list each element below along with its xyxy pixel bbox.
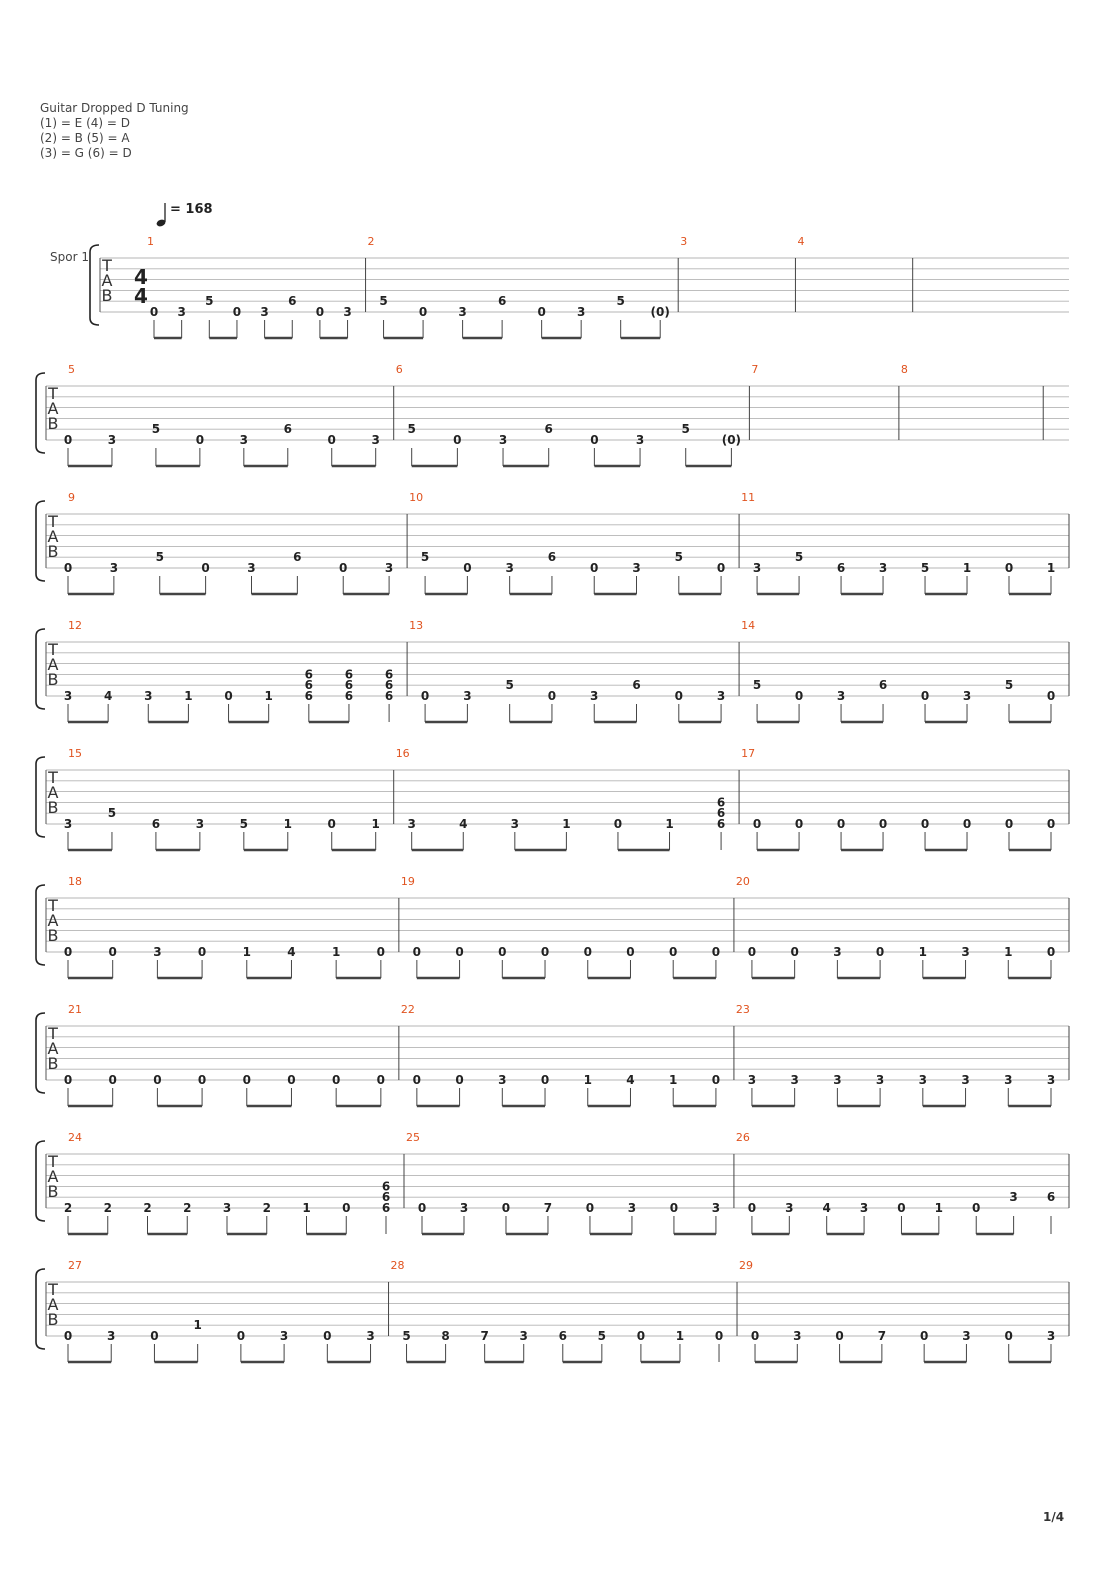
system-bracket	[36, 629, 45, 709]
measure-number: 17	[741, 747, 756, 760]
fret-number: 6	[384, 689, 394, 703]
fret-number: 6	[304, 667, 314, 682]
fret-number: 0	[836, 817, 846, 831]
fret-number: 3	[144, 689, 153, 703]
fret-number: 6	[878, 678, 888, 693]
fret-number: 5	[674, 550, 683, 565]
fret-number: 3	[107, 433, 117, 447]
fret-number: 6	[304, 689, 314, 703]
fret-number: 6	[381, 1201, 391, 1215]
fret-number: 6	[381, 1179, 391, 1194]
tuning-line: (2) = B (5) = A	[40, 131, 130, 145]
fret-number: 5	[205, 294, 214, 309]
fret-number: 0	[342, 1201, 351, 1215]
fret-number: 6	[716, 806, 726, 821]
system-bracket	[36, 1269, 45, 1349]
measure-number: 16	[395, 747, 410, 760]
tab-clef-letter: B	[101, 286, 113, 305]
fret-number: 0	[962, 817, 972, 831]
fret-number: 3	[961, 1073, 970, 1087]
tab-clef-letter: A	[47, 911, 59, 930]
fret-number: 5	[155, 550, 164, 565]
fret-number: 1	[1004, 945, 1013, 959]
fret-number: 3	[635, 433, 645, 447]
fret-number: 0	[547, 689, 557, 703]
fret-number: 6	[632, 678, 641, 693]
tab-clef-letter: A	[47, 399, 59, 418]
fret-number: 0	[63, 1329, 73, 1343]
fret-number: 6	[544, 422, 553, 437]
fret-number: 3	[918, 1073, 928, 1087]
fret-number: 3	[962, 1329, 971, 1343]
fret-number: 5	[920, 561, 930, 575]
fret-number: 0	[339, 561, 348, 575]
tab-clef-letter: B	[47, 670, 59, 689]
fret-number: 6	[344, 678, 354, 693]
fret-number: 3	[632, 561, 641, 575]
fret-number: 0	[590, 561, 599, 575]
fret-number: 1	[1046, 561, 1056, 575]
fret-number: 0	[224, 689, 233, 703]
fret-number: 3	[505, 561, 514, 575]
fret-number: 0	[236, 1329, 246, 1343]
fret-number: 0	[197, 945, 207, 959]
fret-number: 0	[920, 689, 930, 703]
tab-clef-letter: A	[47, 1039, 59, 1058]
fret-number: 3	[833, 945, 842, 959]
fret-number: 5	[752, 678, 762, 693]
fret-number: 6	[497, 294, 507, 309]
fret-number: 0	[790, 945, 799, 959]
tuning-line: (3) = G (6) = D	[40, 146, 132, 160]
fret-number: 3	[833, 1073, 842, 1087]
fret-number: 1	[264, 689, 273, 703]
fret-number: 6	[344, 667, 354, 682]
fret-number: 1	[193, 1318, 202, 1333]
fret-number: 3	[63, 689, 73, 703]
fret-number: 5	[597, 1329, 607, 1343]
fret-number: 3	[109, 561, 119, 575]
fret-number: 0	[417, 1201, 427, 1215]
fret-number: 6	[381, 1190, 391, 1205]
fret-number: 1	[242, 945, 251, 959]
fret-number: 1	[962, 561, 972, 575]
tab-clef-letter: T	[48, 512, 58, 531]
measure-number: 12	[68, 619, 82, 632]
fret-number: 3	[785, 1201, 794, 1215]
measure-number: 4	[797, 235, 805, 248]
fret-number: 1	[302, 1201, 311, 1215]
fret-number: 0	[501, 1201, 511, 1215]
fret-number: 0	[752, 817, 762, 831]
tempo-value: = 168	[170, 202, 213, 217]
measure-number: 7	[751, 363, 759, 376]
fret-number: 2	[183, 1201, 192, 1215]
fret-number: 6	[558, 1329, 567, 1343]
fret-number: 0	[716, 561, 726, 575]
fret-number: 0	[626, 945, 635, 959]
fret-number: 0	[1004, 1329, 1013, 1343]
fret-number: 5	[402, 1329, 411, 1343]
fret-number: 3	[711, 1201, 721, 1215]
fret-number: 3	[510, 817, 520, 831]
fret-number: 1	[283, 817, 292, 831]
fret-number: 3	[961, 945, 970, 959]
fret-number: 0	[63, 1073, 73, 1087]
fret-number: 3	[371, 433, 380, 447]
tab-clef-letter: T	[48, 1024, 58, 1043]
fret-number: 0	[412, 1073, 422, 1087]
fret-number: 3	[222, 1201, 232, 1215]
fret-number: 3	[519, 1329, 528, 1343]
fret-number: 0	[920, 817, 930, 831]
fret-number: 0	[150, 1329, 159, 1343]
system-bracket	[36, 501, 45, 581]
fret-number: 0	[315, 305, 325, 319]
measure-number: 9	[68, 491, 75, 504]
fret-number: 3	[859, 1201, 869, 1215]
fret-number: 4	[626, 1073, 635, 1087]
system-bracket	[36, 373, 45, 453]
fret-number: 6	[293, 550, 302, 565]
fret-number: 2	[63, 1201, 73, 1215]
tab-clef-letter: B	[47, 542, 59, 561]
fret-number: 0	[453, 433, 462, 447]
measure-number: 2	[367, 235, 375, 248]
fret-number: 0	[1046, 945, 1056, 959]
fret-number: 3	[458, 305, 467, 319]
measure-number: 29	[739, 1259, 754, 1272]
tuning-line: (1) = E (4) = D	[40, 116, 130, 130]
fret-number: 0	[636, 1329, 646, 1343]
tab-clef-letter: A	[47, 783, 59, 802]
tab-clef-letter: T	[102, 256, 112, 275]
fret-number: 0	[919, 1329, 929, 1343]
fret-number: 1	[918, 945, 928, 959]
tab-clef-letter: T	[48, 640, 58, 659]
fret-number: 0	[585, 1201, 595, 1215]
fret-number: 0	[1046, 689, 1056, 703]
page-number: 1/4	[1043, 1510, 1065, 1524]
fret-number: (0)	[650, 305, 670, 319]
fret-number: 5	[1004, 678, 1014, 693]
fret-number: 6	[288, 294, 297, 309]
fret-number: 3	[63, 817, 73, 831]
tab-clef-letter: T	[48, 1152, 58, 1171]
measure-number: 10	[409, 491, 424, 504]
fret-number: 3	[962, 689, 972, 703]
fret-number: 3	[407, 817, 416, 831]
measure-number: 28	[390, 1259, 405, 1272]
fret-number: 0	[418, 305, 428, 319]
fret-number: 3	[107, 1329, 116, 1343]
fret-number: 4	[459, 817, 468, 831]
fret-number: 0	[878, 817, 888, 831]
measure-number: 5	[68, 363, 75, 376]
fret-number: 3	[459, 1201, 469, 1215]
fret-number: 0	[972, 1201, 981, 1215]
measure-number: 25	[406, 1131, 421, 1144]
fret-number: 0	[613, 817, 623, 831]
fret-number: 0	[835, 1329, 844, 1343]
measure-number: 8	[900, 363, 908, 376]
tab-clef-letter: B	[47, 1310, 59, 1329]
fret-number: 3	[239, 433, 249, 447]
fret-number: 0	[242, 1073, 251, 1087]
fret-number: 0	[455, 1073, 464, 1087]
measure-number: 14	[741, 619, 756, 632]
fret-number: 7	[543, 1201, 553, 1215]
fret-number: 3	[747, 1073, 757, 1087]
tab-clef-letter: T	[48, 1280, 58, 1299]
fret-number: 1	[184, 689, 193, 703]
fret-number: 3	[1046, 1073, 1056, 1087]
fret-number: 0	[747, 945, 757, 959]
fret-number: 5	[616, 294, 625, 309]
fret-number: 5	[681, 422, 690, 437]
fret-number: 0	[1004, 561, 1014, 575]
fret-number: 4	[822, 1201, 831, 1215]
measure-number: 11	[741, 491, 756, 504]
fret-number: 0	[108, 1073, 117, 1087]
fret-number: 1	[669, 1073, 678, 1087]
fret-number: (0)	[721, 433, 742, 447]
tab-clef-letter: B	[47, 798, 59, 817]
fret-number: 6	[836, 561, 846, 575]
fret-number: 3	[1046, 1329, 1056, 1343]
fret-number: 0	[540, 945, 550, 959]
fret-number: 3	[279, 1329, 289, 1343]
tab-clef-letter: T	[48, 768, 58, 787]
fret-number: 0	[711, 1073, 721, 1087]
fret-number: 5	[379, 294, 388, 309]
fret-number: 4	[287, 945, 296, 959]
fret-number: 0	[197, 1073, 207, 1087]
measure-number: 27	[68, 1259, 82, 1272]
system-bracket	[36, 885, 45, 965]
fret-number: 3	[576, 305, 586, 319]
fret-number: 8	[441, 1329, 450, 1343]
fret-number: 0	[63, 561, 73, 575]
fret-number: 0	[327, 433, 336, 447]
tab-clef-letter: B	[47, 926, 59, 945]
tab-clef-letter: A	[101, 271, 113, 290]
fret-number: 3	[343, 305, 352, 319]
fret-number: 0	[747, 1201, 757, 1215]
fret-number: 6	[547, 550, 557, 565]
fret-number: 6	[1046, 1190, 1056, 1205]
fret-number: 6	[151, 817, 161, 831]
fret-number: 3	[590, 689, 599, 703]
fret-number: 6	[304, 678, 314, 693]
fret-number: 0	[63, 433, 73, 447]
fret-number: 0	[455, 945, 464, 959]
fret-number: 3	[1004, 1073, 1013, 1087]
fret-number: 5	[407, 422, 416, 437]
fret-number: 0	[590, 433, 599, 447]
fret-number: 3	[836, 689, 846, 703]
fret-number: 5	[151, 422, 161, 437]
fret-number: 3	[195, 817, 205, 831]
fret-number: 0	[750, 1329, 760, 1343]
fret-number: 7	[480, 1329, 489, 1343]
fret-number: 5	[107, 806, 117, 821]
measure-number: 24	[68, 1131, 82, 1144]
system-bracket	[36, 1141, 45, 1221]
fret-number: 1	[934, 1201, 944, 1215]
system-bracket	[36, 1013, 45, 1093]
tab-clef-letter: A	[47, 1167, 59, 1186]
fret-number: 6	[716, 817, 726, 831]
fret-number: 3	[498, 433, 508, 447]
instrument-title: Guitar Dropped D Tuning	[40, 101, 189, 115]
measure-number: 1	[147, 235, 154, 248]
fret-number: 0	[711, 945, 721, 959]
fret-number: 0	[875, 945, 885, 959]
measure-number: 18	[68, 875, 82, 888]
fret-number: 0	[714, 1329, 724, 1343]
fret-number: 0	[149, 305, 159, 319]
fret-number: 1	[331, 945, 341, 959]
fret-number: 0	[583, 945, 592, 959]
fret-number: 3	[793, 1329, 802, 1343]
fret-number: 6	[384, 678, 394, 693]
tab-clef-letter: B	[47, 1054, 59, 1073]
fret-number: 0	[463, 561, 472, 575]
fret-number: 0	[108, 945, 117, 959]
fret-number: 0	[1046, 817, 1056, 831]
fret-number: 0	[540, 1073, 550, 1087]
tab-clef-letter: A	[47, 655, 59, 674]
fret-number: 3	[1009, 1190, 1018, 1205]
fret-number: 0	[412, 945, 422, 959]
fret-number: 0	[327, 817, 336, 831]
fret-number: 2	[143, 1201, 152, 1215]
fret-number: 0	[331, 1073, 341, 1087]
fret-number: 6	[384, 667, 394, 682]
time-signature-numerator: 4	[134, 265, 148, 289]
fret-number: 5	[794, 550, 804, 565]
fret-number: 3	[366, 1329, 375, 1343]
fret-number: 0	[195, 433, 205, 447]
tab-clef-letter: B	[47, 1182, 59, 1201]
measure-number: 6	[395, 363, 403, 376]
fret-number: 0	[63, 945, 73, 959]
system-bracket	[36, 757, 45, 837]
time-signature-denominator: 4	[134, 284, 148, 308]
tab-clef-letter: B	[47, 414, 59, 433]
tab-clef-letter: A	[47, 1295, 59, 1314]
fret-number: 0	[376, 1073, 386, 1087]
fret-number: 0	[897, 1201, 906, 1215]
measure-number: 23	[735, 1003, 750, 1016]
fret-number: 7	[877, 1329, 887, 1343]
fret-number: 3	[153, 945, 162, 959]
fret-number: 3	[384, 561, 394, 575]
fret-number: 1	[371, 817, 380, 831]
fret-number: 0	[537, 305, 546, 319]
fret-number: 3	[260, 305, 269, 319]
fret-number: 0	[153, 1073, 162, 1087]
fret-number: 0	[498, 945, 507, 959]
fret-number: 0	[794, 817, 804, 831]
tab-clef-letter: T	[48, 384, 58, 403]
fret-number: 3	[177, 305, 186, 319]
fret-number: 2	[262, 1201, 271, 1215]
fret-number: 1	[583, 1073, 592, 1087]
fret-number: 0	[1004, 817, 1014, 831]
fret-number: 1	[562, 817, 571, 831]
fret-number: 3	[875, 1073, 885, 1087]
measure-number: 15	[68, 747, 82, 760]
fret-number: 3	[463, 689, 472, 703]
measure-number: 19	[400, 875, 415, 888]
fret-number: 3	[716, 689, 726, 703]
measure-number: 26	[735, 1131, 750, 1144]
fret-number: 6	[344, 689, 354, 703]
fret-number: 0	[420, 689, 430, 703]
measure-number: 21	[68, 1003, 82, 1016]
measure-number: 13	[409, 619, 424, 632]
measure-number: 3	[680, 235, 688, 248]
track-name: Spor 1	[50, 250, 89, 264]
system-bracket	[90, 245, 99, 325]
fret-number: 5	[239, 817, 249, 831]
fret-number: 0	[669, 1201, 679, 1215]
fret-number: 3	[790, 1073, 799, 1087]
fret-number: 0	[376, 945, 386, 959]
fret-number: 0	[794, 689, 804, 703]
fret-number: 2	[103, 1201, 112, 1215]
fret-number: 0	[323, 1329, 332, 1343]
fret-number: 3	[627, 1201, 637, 1215]
fret-number: 0	[232, 305, 242, 319]
tab-clef-letter: T	[48, 896, 58, 915]
fret-number: 5	[505, 678, 514, 693]
fret-number: 3	[498, 1073, 507, 1087]
fret-number: 0	[201, 561, 210, 575]
fret-number: 1	[675, 1329, 685, 1343]
fret-number: 4	[103, 689, 113, 703]
fret-number: 1	[665, 817, 674, 831]
fret-number: 0	[674, 689, 683, 703]
measure-number: 22	[400, 1003, 415, 1016]
fret-number: 6	[283, 422, 292, 437]
fret-number: 3	[247, 561, 256, 575]
fret-number: 0	[287, 1073, 296, 1087]
fret-number: 0	[669, 945, 678, 959]
tab-clef-letter: A	[47, 527, 59, 546]
fret-number: 3	[878, 561, 888, 575]
measure-number: 20	[735, 875, 750, 888]
fret-number: 3	[752, 561, 762, 575]
fret-number: 5	[420, 550, 430, 565]
fret-number: 6	[716, 795, 726, 810]
